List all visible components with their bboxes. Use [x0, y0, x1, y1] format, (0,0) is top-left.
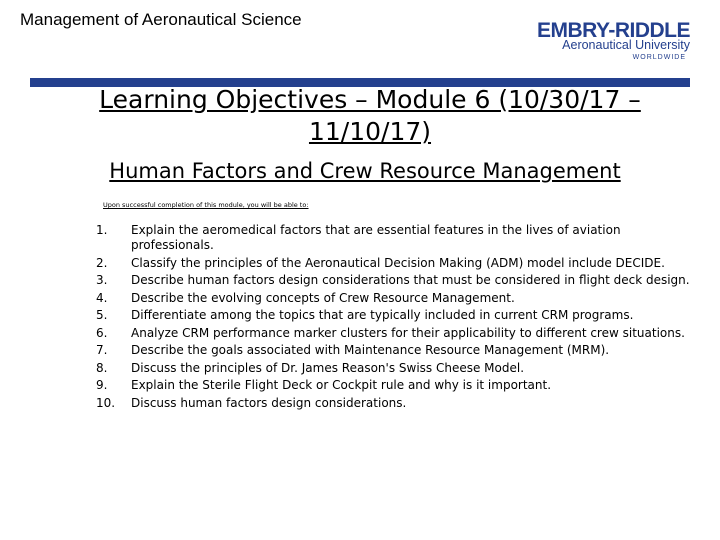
logo-subtitle: Aeronautical University [562, 38, 690, 52]
erau-logo [528, 20, 690, 72]
objective-text: Explain the Sterile Flight Deck or Cockpit rule and why is it important. [131, 378, 552, 392]
objectives-list [96, 223, 706, 413]
objective-text: Discuss human factors design considerations. [131, 395, 407, 410]
objective-number: 8. [96, 360, 108, 375]
objective-item [96, 223, 706, 253]
objective-item [96, 256, 706, 271]
objective-text: Differentiate among the topics that are typically included in current CRM programs. [131, 308, 634, 322]
objective-text: Analyze CRM performance marker clusters for their applicability to different crew situations. [131, 325, 685, 340]
objective-number: 10. [96, 395, 116, 410]
objective-text: Classify the principles of the Aeronautical Decision Making (ADM) model include DECIDE. [131, 255, 665, 270]
objective-text: Describe the goals associated with Maintenance Resource Management (MRM). [131, 343, 610, 357]
objective-text: Explain the aeromedical factors that are essential features in the lives of aviation professionals. [131, 223, 621, 252]
objective-item [96, 378, 706, 393]
logo-wordmark: EMBRY-RIDDLE [536, 19, 690, 42]
intro-text: Upon successful completion of this module, you will be able to: [103, 201, 309, 209]
objective-number: 7. [96, 343, 108, 357]
objective-item [96, 308, 706, 323]
course-title: Management of Aeronautical Science [20, 10, 302, 29]
objective-item [96, 326, 706, 341]
objective-item [96, 396, 706, 411]
objective-number: 3. [96, 273, 108, 287]
objective-number: 6. [96, 325, 108, 340]
logo-tagline: WORLDWIDE [632, 54, 686, 61]
objective-text: Describe the evolving concepts of Crew Resource Management. [131, 290, 515, 305]
objective-number: 2. [96, 255, 108, 270]
objective-text: Discuss the principles of Dr. James Reason's Swiss Cheese Model. [131, 360, 525, 375]
slide-subtitle: Human Factors and Crew Resource Management [109, 159, 621, 183]
objective-item [96, 291, 706, 306]
objective-item [96, 343, 706, 358]
objective-item [96, 361, 706, 376]
objective-text: Describe human factors design considerations that must be considered in flight deck design. [131, 273, 690, 287]
objective-number: 4. [96, 290, 108, 305]
objective-number: 1. [96, 223, 108, 237]
slide-title: Learning Objectives – Module 6 (10/30/17 – 11/10/17) [99, 85, 641, 146]
objective-number: 5. [96, 308, 108, 322]
objective-item [96, 273, 706, 288]
objective-number: 9. [96, 378, 108, 392]
